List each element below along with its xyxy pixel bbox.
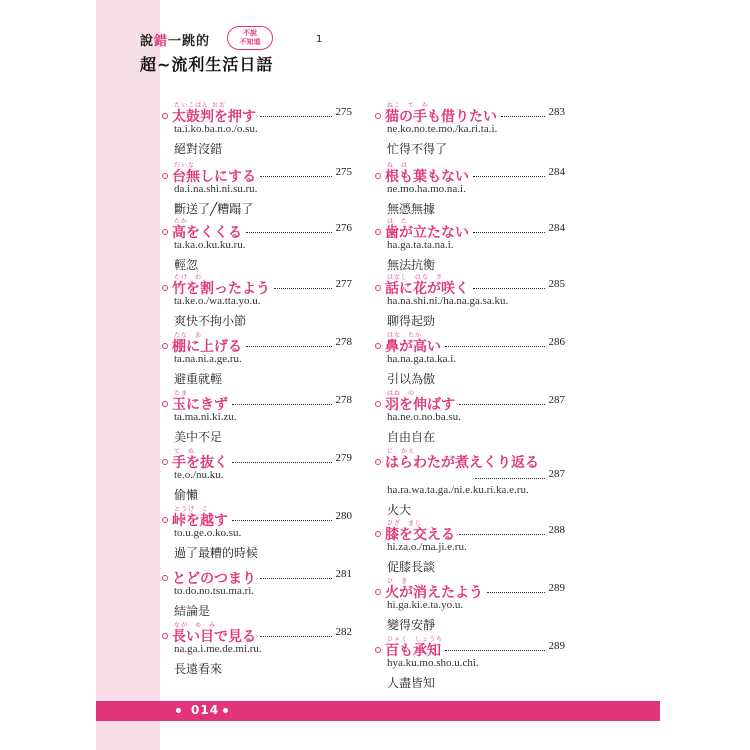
romaji-reading: na.ga.i.me.de.mi.ru. <box>174 643 262 655</box>
page-reference: 280 <box>335 510 352 522</box>
chinese-meaning: 變得安靜 <box>387 618 436 632</box>
romaji-reading: ha.ne.o.no.ba.su. <box>387 411 461 423</box>
japanese-phrase: はらわたが煮えくり返る <box>385 455 539 471</box>
index-entry <box>375 576 565 632</box>
chinese-meaning: 避重就輕 <box>174 372 223 386</box>
dot-leader <box>232 462 332 463</box>
ruby-reading: はね の <box>387 390 416 397</box>
book-header <box>140 26 400 72</box>
ruby-reading: たな あ <box>174 332 203 339</box>
chinese-meaning: 爽快不拘小節 <box>174 314 247 328</box>
dot-leader <box>232 404 332 405</box>
chinese-meaning: 引以為傲 <box>387 372 436 386</box>
dot-leader <box>475 478 545 479</box>
dot-leader <box>459 534 545 535</box>
japanese-phrase: 猫の手も借りたい <box>385 109 497 125</box>
page-reference: 275 <box>335 106 352 118</box>
ruby-reading: ひゃく しょうち <box>387 636 444 643</box>
left-margin-band <box>96 0 160 750</box>
index-entry <box>162 620 352 676</box>
japanese-phrase: 台無しにする <box>172 169 256 185</box>
japanese-phrase: 鼻が高い <box>385 339 441 355</box>
index-entry <box>162 562 352 618</box>
ruby-reading: たか <box>174 218 189 225</box>
chinese-meaning: 無憑無據 <box>387 202 436 216</box>
ruby-reading: は た <box>387 218 409 225</box>
bullet-icon <box>162 401 168 407</box>
chinese-meaning: 結論是 <box>174 604 211 618</box>
footer-dot-left <box>176 708 181 713</box>
footer-dot-right <box>223 708 228 713</box>
dot-leader <box>260 578 332 579</box>
japanese-phrase: 火が消えたよう <box>385 585 483 601</box>
index-entry <box>375 330 565 386</box>
japanese-phrase: 歯が立たない <box>385 225 469 241</box>
index-entry <box>162 272 352 328</box>
japanese-phrase: 羽を伸ばす <box>385 397 455 413</box>
dot-leader <box>246 346 332 347</box>
index-entry <box>375 160 565 216</box>
page-reference: 281 <box>335 568 352 580</box>
ruby-reading: たま <box>174 390 189 397</box>
page-reference: 285 <box>548 278 565 290</box>
romaji-reading: ta.ke.o./wa.tta.yo.u. <box>174 295 261 307</box>
ruby-reading: て ぬ <box>174 448 196 455</box>
chinese-meaning: 過了最糟的時候 <box>174 546 259 560</box>
ruby-reading: ね は <box>387 162 409 169</box>
page-reference: 283 <box>548 106 565 118</box>
romaji-reading: ne.ko.no.te.mo./ka.ri.ta.i. <box>387 123 498 135</box>
dot-leader <box>232 520 332 521</box>
dot-leader <box>473 176 545 177</box>
header-line1-c: 一跳的 <box>168 34 211 49</box>
index-entry <box>162 446 352 502</box>
bullet-icon <box>162 173 168 179</box>
dot-leader <box>501 116 545 117</box>
chinese-meaning: 促膝長談 <box>387 560 436 574</box>
romaji-reading: ha.na.shi.ni./ha.na.ga.sa.ku. <box>387 295 509 307</box>
page-reference: 288 <box>548 524 565 536</box>
romaji-reading: hi.ga.ki.e.ta.yo.u. <box>387 599 464 611</box>
dot-leader <box>246 232 332 233</box>
ruby-reading: たけ わ <box>174 274 203 281</box>
japanese-phrase: 太鼓判を押す <box>172 109 256 125</box>
bullet-icon <box>162 343 168 349</box>
page-reference: 277 <box>335 278 352 290</box>
chinese-meaning: 絕對沒錯 <box>174 142 223 156</box>
chinese-meaning: 火大 <box>387 503 412 517</box>
index-entry <box>375 272 565 328</box>
index-entry <box>162 504 352 560</box>
romaji-reading: ha.na.ga.ta.ka.i. <box>387 353 457 365</box>
bullet-icon <box>375 229 381 235</box>
bullet-icon <box>375 459 381 465</box>
japanese-phrase: 根も葉もない <box>385 169 469 185</box>
chinese-meaning: 長遠看來 <box>174 662 223 676</box>
ruby-reading: ひ き <box>387 578 409 585</box>
japanese-phrase: 高をくくる <box>172 225 242 241</box>
page-reference: 289 <box>548 640 565 652</box>
page-reference: 284 <box>548 222 565 234</box>
index-entry <box>162 216 352 272</box>
page-reference: 278 <box>335 394 352 406</box>
page-reference: 275 <box>335 166 352 178</box>
page-reference: 279 <box>335 452 352 464</box>
index-entry <box>162 160 352 216</box>
page-reference: 276 <box>335 222 352 234</box>
ruby-reading: ねこ て か <box>387 102 430 109</box>
dot-leader <box>445 650 545 651</box>
dot-leader <box>487 592 545 593</box>
dot-leader <box>260 116 332 117</box>
romaji-reading: ha.ra.wa.ta.ga./ni.e.ku.ri.ka.e.ru. <box>387 484 529 496</box>
bullet-icon <box>162 575 168 581</box>
japanese-phrase: とどのつまり <box>172 571 256 587</box>
bullet-icon <box>375 589 381 595</box>
index-entry <box>375 216 565 272</box>
bullet-icon <box>375 531 381 537</box>
page-reference: 284 <box>548 166 565 178</box>
page-reference: 278 <box>335 336 352 348</box>
dot-leader <box>260 176 332 177</box>
header-line1 <box>140 30 210 49</box>
japanese-phrase: 手を抜く <box>172 455 228 471</box>
bullet-icon <box>375 285 381 291</box>
ruby-reading: はなし はな さ <box>387 274 444 281</box>
chinese-meaning: 忙得不得了 <box>387 142 448 156</box>
ruby-reading: なが め み <box>174 622 217 629</box>
japanese-phrase: 峠を越す <box>172 513 228 529</box>
bullet-icon <box>375 173 381 179</box>
index-entry <box>162 100 352 156</box>
chinese-meaning: 無法抗衡 <box>387 258 436 272</box>
chinese-meaning: 美中不足 <box>174 430 223 444</box>
footer-page-number: 014 <box>191 703 220 717</box>
chinese-meaning: 偷懶 <box>174 488 199 502</box>
bullet-icon <box>375 113 381 119</box>
romaji-reading: ta.ma.ni.ki.zu. <box>174 411 237 423</box>
ruby-reading: に かえ <box>387 448 416 455</box>
japanese-phrase: 話に花が咲く <box>385 281 469 297</box>
romaji-reading: ta.ka.o.ku.ku.ru. <box>174 239 246 251</box>
chinese-meaning: 自由自在 <box>387 430 436 444</box>
japanese-phrase: 長い目で見る <box>172 629 256 645</box>
romaji-reading: hi.za.o./ma.ji.e.ru. <box>387 541 467 553</box>
footer-bar <box>96 701 660 721</box>
japanese-phrase: 百も承知 <box>385 643 441 659</box>
index-entry <box>162 330 352 386</box>
dot-leader <box>274 288 332 289</box>
top-page-mark: 1 <box>316 34 323 45</box>
ruby-reading: ひざ まじ <box>387 520 423 527</box>
header-title: 超~流利生活日語 <box>140 55 274 74</box>
dot-leader <box>260 636 332 637</box>
japanese-phrase: 竹を割ったよう <box>172 281 270 297</box>
page-reference: 282 <box>335 626 352 638</box>
header-cloud-text: 不說 不知道 <box>239 29 261 46</box>
page-reference: 289 <box>548 582 565 594</box>
dot-leader <box>473 288 545 289</box>
index-entry <box>375 634 565 690</box>
chinese-meaning: 斷送了╱糟蹋了 <box>174 202 254 216</box>
romaji-reading: to.do.no.tsu.ma.ri. <box>174 585 255 597</box>
romaji-reading: ta.i.ko.ba.n.o./o.su. <box>174 123 258 135</box>
header-line1-a: 說 <box>140 34 155 49</box>
japanese-phrase: 棚に上げる <box>172 339 242 355</box>
chinese-meaning: 聊得起勁 <box>387 314 436 328</box>
index-entry <box>375 100 565 156</box>
romaji-reading: ha.ga.ta.ta.na.i. <box>387 239 454 251</box>
bullet-icon <box>375 343 381 349</box>
page-reference: 287 <box>548 394 565 406</box>
header-cloud-badge <box>227 26 273 50</box>
bullet-icon <box>375 401 381 407</box>
page-reference: 287 <box>548 468 565 480</box>
dot-leader <box>473 232 545 233</box>
japanese-phrase: 膝を交える <box>385 527 455 543</box>
japanese-phrase: 玉にきず <box>172 397 228 413</box>
bullet-icon <box>375 647 381 653</box>
index-entry <box>375 446 565 516</box>
header-line1-b: 錯 <box>154 34 169 49</box>
ruby-reading: だいな <box>174 162 196 169</box>
romaji-reading: da.i.na.shi.ni.su.ru. <box>174 183 258 195</box>
romaji-reading: hya.ku.mo.sho.u.chi. <box>387 657 479 669</box>
ruby-reading: はな たか <box>387 332 423 339</box>
bullet-icon <box>162 517 168 523</box>
ruby-reading: たいこばん おお <box>174 102 226 109</box>
romaji-reading: ta.na.ni.a.ge.ru. <box>174 353 242 365</box>
index-entry <box>375 518 565 574</box>
chinese-meaning: 輕忽 <box>174 258 199 272</box>
page-reference: 286 <box>548 336 565 348</box>
bullet-icon <box>162 633 168 639</box>
romaji-reading: te.o./nu.ku. <box>174 469 224 481</box>
ruby-reading: とうげ こ <box>174 506 210 513</box>
bullet-icon <box>162 285 168 291</box>
bullet-icon <box>162 229 168 235</box>
dot-leader <box>445 346 545 347</box>
dot-leader <box>459 404 545 405</box>
romaji-reading: to.u.ge.o.ko.su. <box>174 527 242 539</box>
bullet-icon <box>162 113 168 119</box>
bullet-icon <box>162 459 168 465</box>
index-entry <box>162 388 352 444</box>
chinese-meaning: 人盡皆知 <box>387 676 436 690</box>
index-entry <box>375 388 565 444</box>
romaji-reading: ne.mo.ha.mo.na.i. <box>387 183 466 195</box>
